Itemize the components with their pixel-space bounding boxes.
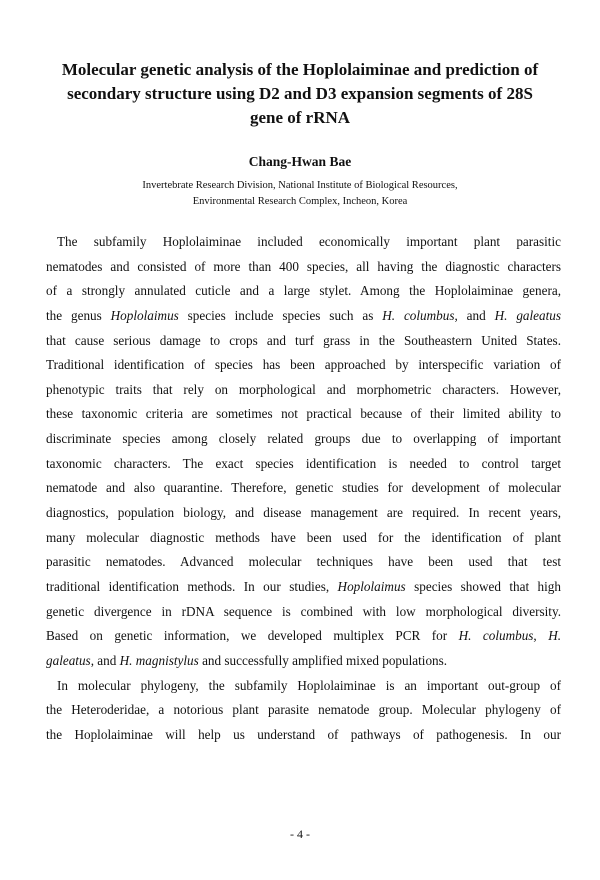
affiliation-line: Environmental Research Complex, Incheon, Korea (192, 196, 408, 207)
text-run: the genus (46, 307, 111, 323)
text-line (46, 304, 561, 329)
text-line: The subfamily Hoplolaiminae included economically important plant parasitic (57, 234, 561, 249)
paragraph-1 (46, 230, 561, 674)
text-line (46, 624, 561, 649)
species-name: H. galeatus (494, 307, 562, 323)
species-name: galeatus (46, 652, 91, 668)
author-name: Chang-Hwan Bae (248, 154, 352, 169)
page-number: - 4 - (290, 827, 310, 841)
text-run: , and (454, 307, 495, 323)
text-line: taxonomic characters. The exact species identification is needed to control target (46, 455, 561, 471)
text-line: phenotypic traits that rely on morphological and morphometric characters. However, (46, 381, 561, 397)
abstract-body (46, 230, 561, 747)
text-line: many molecular diagnostic methods have been used for the identification of plant (46, 529, 561, 545)
text-line: diagnostics, population biology, and disease management are required. In recent years, (46, 505, 561, 521)
species-name: H. columbus (458, 628, 534, 644)
genus-name: Hoplolaimus (337, 578, 406, 594)
species-name: H. columbus (382, 307, 455, 323)
text-run: species include species such as (178, 307, 383, 323)
text-line: of a strongly annulated cuticle and a large stylet. Among the Hoplolaiminae genera, (46, 283, 561, 299)
text-line (46, 649, 561, 674)
species-name: H. (548, 628, 562, 644)
text-run: and successfully amplified mixed populations. (198, 652, 448, 668)
text-line: parasitic nematodes. Advanced molecular techniques have been used that test (46, 554, 561, 570)
text-line: In molecular phylogeny, the subfamily Hoplolaiminae is an important out-group of (57, 677, 561, 693)
affiliation-line: Invertebrate Research Division, National Institute of Biological Resources, (142, 180, 458, 191)
text-line: the Hoplolaiminae will help us understand of pathways of pathogenesis. In our (46, 726, 561, 742)
title-line: Molecular genetic analysis of the Hoplolaiminae and prediction of (61, 60, 539, 79)
text-line: that cause serious damage to crops and turf grass in the Southeastern United States. (46, 332, 561, 348)
text-line: the Heteroderidae, a notorious plant parasite nematode group. Molecular phylogeny of (46, 702, 561, 718)
paper-title (40, 58, 560, 130)
text-line: nematode and also quarantine. Therefore, genetic studies for development of molecular (46, 480, 561, 496)
text-run: , and (90, 652, 120, 668)
text-line: genetic divergence in rDNA sequence is combined with low morphological diversity. (46, 603, 561, 619)
paragraph-2 (46, 674, 561, 748)
text-line (46, 575, 561, 600)
text-run: Based on genetic information, we developed multiplex PCR for (46, 628, 459, 644)
text-run: species showed that high (405, 578, 561, 594)
title-line: gene of rRNA (249, 108, 351, 127)
text-line: discriminate species among closely related groups due to overlapping of important (46, 431, 561, 447)
text-line: nematodes and consisted of more than 400 species, all having the diagnostic characters (46, 258, 561, 274)
title-line: secondary structure using D2 and D3 expansion segments of 28S (67, 84, 533, 103)
text-run: traditional identification methods. In our studies, (46, 578, 338, 594)
text-run: , (533, 628, 549, 644)
text-line: Traditional identification of species has been approached by interspecific variation of (46, 357, 561, 373)
genus-name: Hoplolaimus (110, 307, 179, 323)
species-name: H. magnistylus (119, 652, 199, 668)
author-affiliation (0, 178, 600, 210)
text-line: these taxonomic criteria are sometimes not practical because of their limited ability to (46, 406, 561, 422)
